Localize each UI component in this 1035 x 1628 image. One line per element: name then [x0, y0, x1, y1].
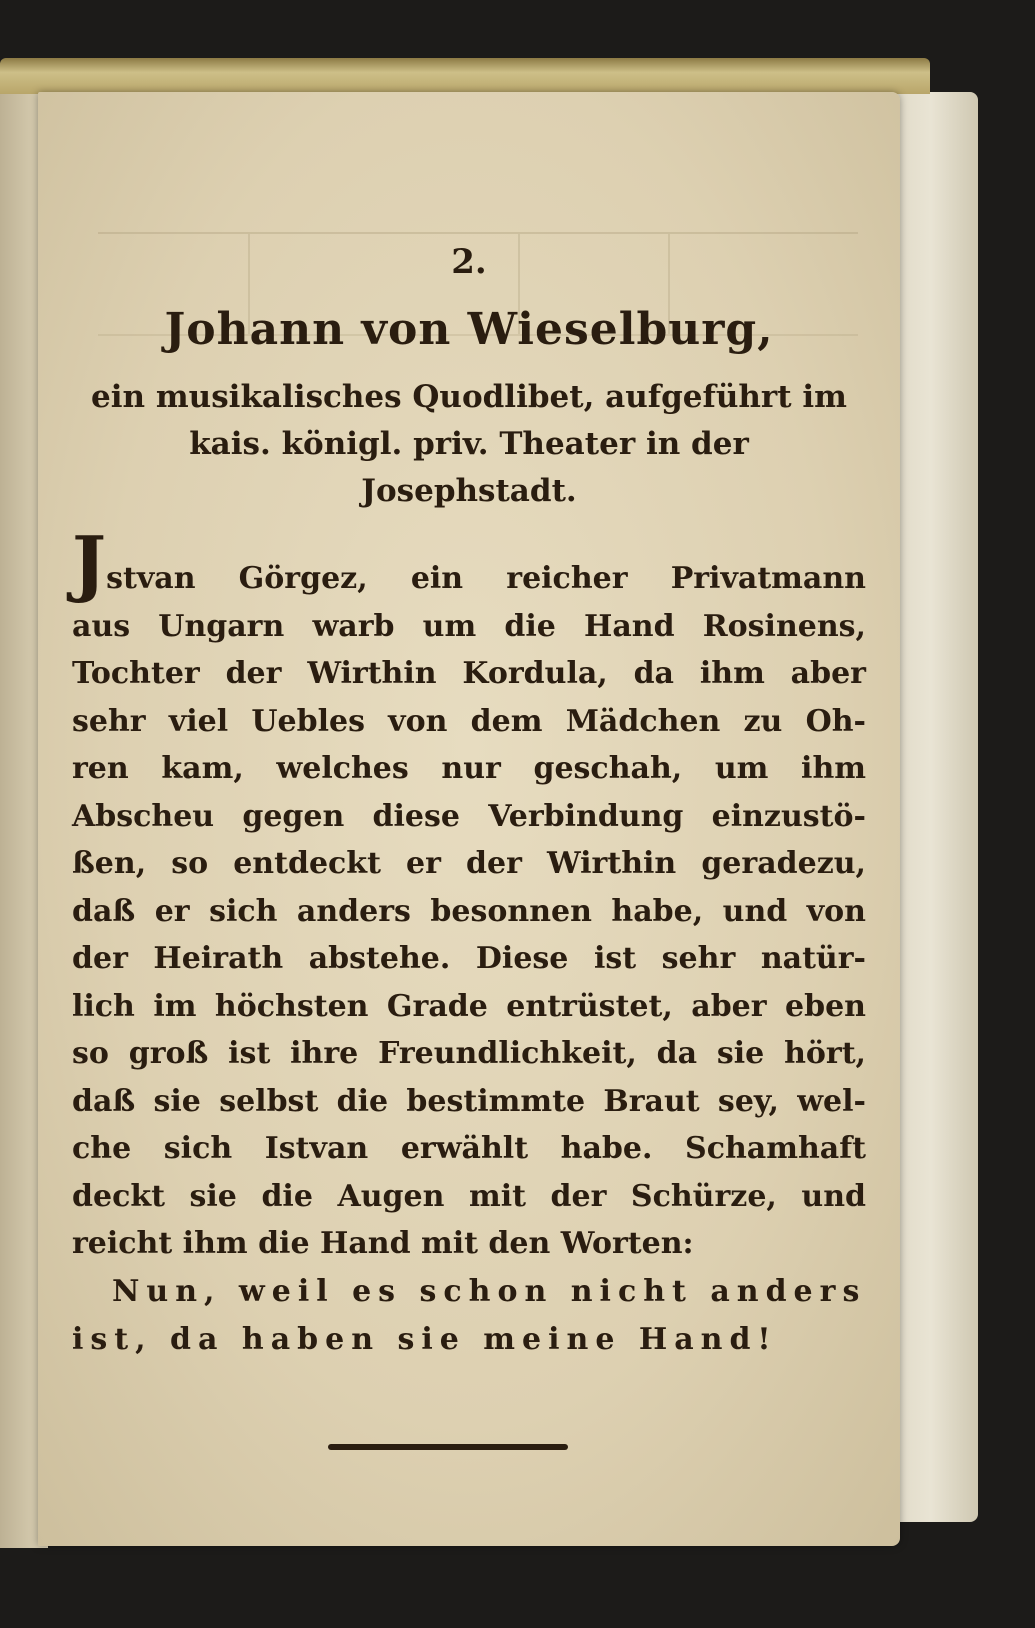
- text-line: ren kam, welches nur geschah, um ihm: [72, 751, 866, 786]
- text-line: [72, 520, 866, 605]
- book-page: [38, 92, 900, 1546]
- play-title: Johann von Wieselburg,: [164, 304, 774, 355]
- subtitle: [72, 374, 866, 515]
- text-line: aus Ungarn warb um die Hand Rosinens,: [72, 608, 866, 644]
- text-line: sehr viel Uebles von dem Mädchen zu Oh-: [72, 703, 866, 739]
- text-line: che sich Istvan erwählt habe. Schamhaft: [72, 1131, 866, 1166]
- drop-cap: J: [72, 520, 107, 605]
- text-line: reicht ihm die Hand mit den Worten:: [72, 1226, 694, 1261]
- text-line: deckt sie die Augen mit der Schürze, und: [72, 1178, 866, 1214]
- subtitle-line: kais. königl. priv. Theater in der: [189, 426, 749, 462]
- text-line: ßen, so entdeckt er der Wirthin geradezu,: [72, 846, 866, 881]
- text-line: so groß ist ihre Freundlichkeit, da sie hört,: [72, 1036, 866, 1071]
- text-line: daß er sich anders besonnen habe, und von: [72, 893, 866, 929]
- text-line: Abscheu gegen diese Verbindung einzustö-: [72, 798, 866, 834]
- synopsis-paragraph: [72, 520, 867, 1364]
- text-line: lich im höchsten Grade entrüstet, aber eben: [72, 988, 866, 1024]
- subtitle-line: Josephstadt.: [361, 473, 577, 509]
- page-text: [72, 242, 866, 1364]
- text-line: der Heirath abstehe. Diese ist sehr natür-: [72, 941, 866, 976]
- end-rule: [328, 1444, 568, 1450]
- text-line: Tochter der Wirthin Kordula, da ihm aber: [72, 656, 866, 691]
- subtitle-line: ein musikalisches Quodlibet, aufgeführt im: [91, 379, 847, 415]
- quote-line: ist, da haben sie meine Hand!: [72, 1321, 778, 1357]
- book-top-edge: [0, 58, 930, 94]
- quote-line: Nun, weil es schon nicht anders: [112, 1273, 867, 1309]
- text-line: daß sie selbst die bestimmte Braut sey, wel-: [72, 1083, 866, 1119]
- section-number: 2.: [451, 242, 487, 282]
- text-line-rest: stvan Görgez, ein reicher Privatmann: [106, 561, 866, 596]
